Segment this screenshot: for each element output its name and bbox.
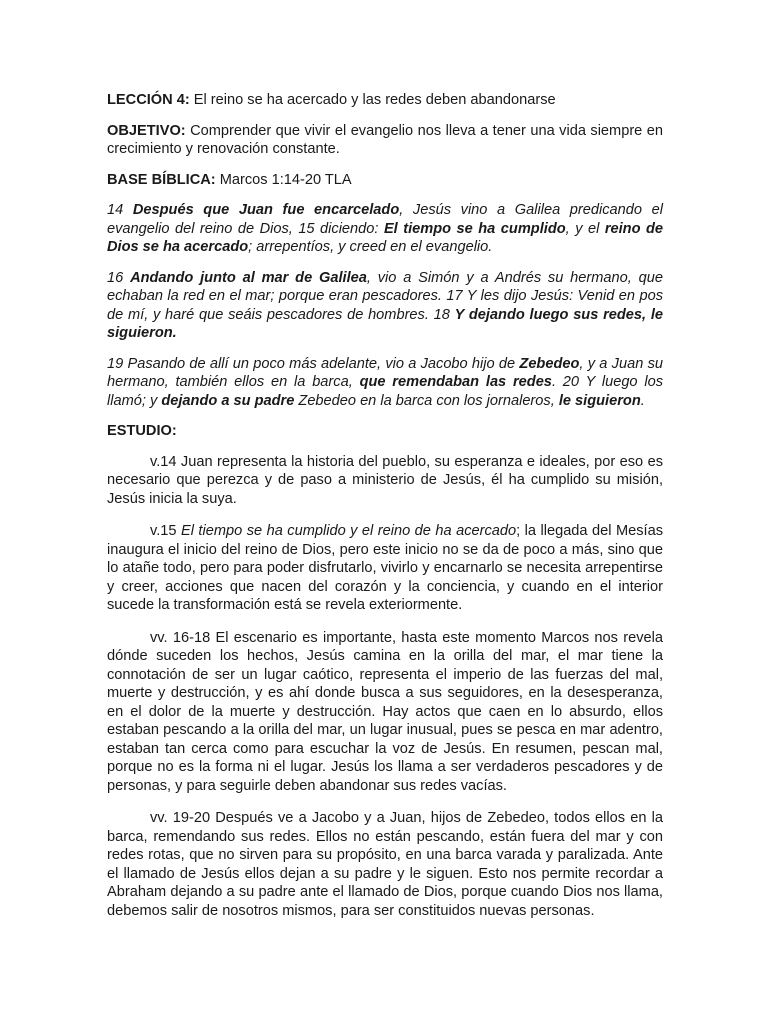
verse-text: , vio a Simón y a Andrés su hermano, que echaban la red en el mar; porque eran pescadores. 17 Y les dijo Jesús: Venid en pos de mí, y haré que seáis pescadores de hombres. 18 — [107, 269, 663, 323]
verse-text: , Jesús vino a Galilea predicando el evangelio del reino de Dios, 15 diciendo: — [107, 202, 663, 237]
document-page — [107, 91, 663, 934]
verse-paragraph-1 — [107, 201, 663, 257]
verse-emphasis: que remendaban las redes — [359, 374, 552, 390]
verse-text: , y el — [565, 220, 605, 237]
objective-label: OBJETIVO: — [107, 122, 186, 139]
verse-text: 19 Pasando de allí un poco más adelante, vio a Jacobo hijo de — [107, 355, 520, 372]
study-heading-text: ESTUDIO: — [107, 423, 177, 439]
lesson-title — [107, 91, 663, 110]
verse-emphasis: Zebedeo — [519, 355, 580, 372]
objective-text: Comprender que vivir el evangelio nos lleva a tener una vida siempre en crecimiento y renovación constante. — [107, 122, 663, 157]
bible-base-text: Marcos 1:14-20 TLA — [215, 171, 352, 188]
verse-text: , y a Juan su hermano, también ellos en la barca, — [107, 355, 663, 390]
study-v16-18: vv. 16-18 El escenario es importante, hasta este momento Marcos nos revela dónde suceden los hechos, Jesús camina en la orilla del mar, el mar tiene la connotación de ser un lugar caótico, representa el imperio de las fuerzas del mal, muerte y destrucción, y es ahí donde busca a sus seguidores, en la desesperanza, en el dolor de la muerte y destrucción. Hay actos que caen en lo absurdo, ellos estaban pescando a la orilla del mar, un lugar inusual, pues se pesca en mar adentro, estaban tan cerca como para escuchar la voz de Jesús. En resumen, pescan mal, porque no es la forma ni el lugar. Jesús los llama a ser verdaderos pescadores y de personas, y para seguirle deben abandonar sus redes vacías. — [107, 629, 663, 794]
study-heading — [107, 422, 663, 441]
verse-text: 16 — [107, 269, 131, 286]
study-v14: v.14 Juan representa la historia del pueblo, su esperanza e ideales, por eso es necesario que perezca y de paso a ministerio de Jesús, él ha cumplido su misión, Jesús inicia la suya. — [107, 453, 663, 507]
verse-paragraph-3 — [107, 355, 663, 411]
study-v15-prefix: v.15 — [150, 523, 181, 539]
verse-emphasis: Y dejando luego sus redes, le siguieron. — [107, 306, 663, 341]
verse-text: . — [640, 392, 645, 409]
study-v19-20: vv. 19-20 Después ve a Jacobo y a Juan, hijos de Zebedeo, todos ellos en la barca, remendando sus redes. Ellos no están pescando, están fuera del mar y con redes rotas, que no sirven para su propósito, en una barca varada y paralizada. Ante el llamado de Jesús ellos dejan a su padre y le siguen. Esto nos permite recordar a Abraham dejando a su padre ante el llamado de Dios, porque cuando Dios nos llama, debemos salir de nosotros mismos, para ser constituidos nuevas personas. — [107, 810, 663, 919]
bible-base-label: BASE BÍBLICA: — [107, 171, 216, 188]
verse-paragraph-2 — [107, 269, 663, 343]
bible-base — [107, 171, 663, 190]
verse-text: 14 — [107, 202, 133, 218]
study-v15-text: ; la llegada del Mesías inaugura el inicio del reino de Dios, pero este inicio no se da de poco a más, sino que lo atañe todo, pero para poder disfrutarlo, vivirlo y encarnarlo se necesita arrepentirse y creer, acciones que nacen del corazón y la conciencia, y cuando en el interior sucede la transformación está se revela exteriormente. — [107, 523, 663, 613]
study-v15-quote: El tiempo se ha cumplido y el reino de ha acercado — [180, 523, 517, 539]
verse-emphasis: El tiempo se ha cumplido — [383, 220, 566, 237]
verse-emphasis: reino de Dios se ha acercado — [107, 220, 664, 255]
verse-text: . 20 Y luego los llamó; y — [107, 374, 664, 409]
verse-emphasis: Andando junto al mar de Galilea — [130, 269, 367, 286]
lesson-label: LECCIÓN 4: — [107, 92, 190, 108]
study-v15 — [107, 522, 663, 615]
verse-emphasis: le siguieron — [558, 392, 641, 409]
verse-emphasis: dejando a su padre — [161, 392, 295, 409]
objective — [107, 122, 663, 159]
verse-text: ; arrepentíos, y creed en el evangelio. — [248, 239, 493, 255]
verse-emphasis: Después que Juan fue encarcelado — [132, 202, 400, 218]
lesson-text: El reino se ha acercado y las redes deben abandonarse — [189, 92, 556, 108]
verse-text: Zebedeo en la barca con los jornaleros, — [294, 392, 559, 409]
